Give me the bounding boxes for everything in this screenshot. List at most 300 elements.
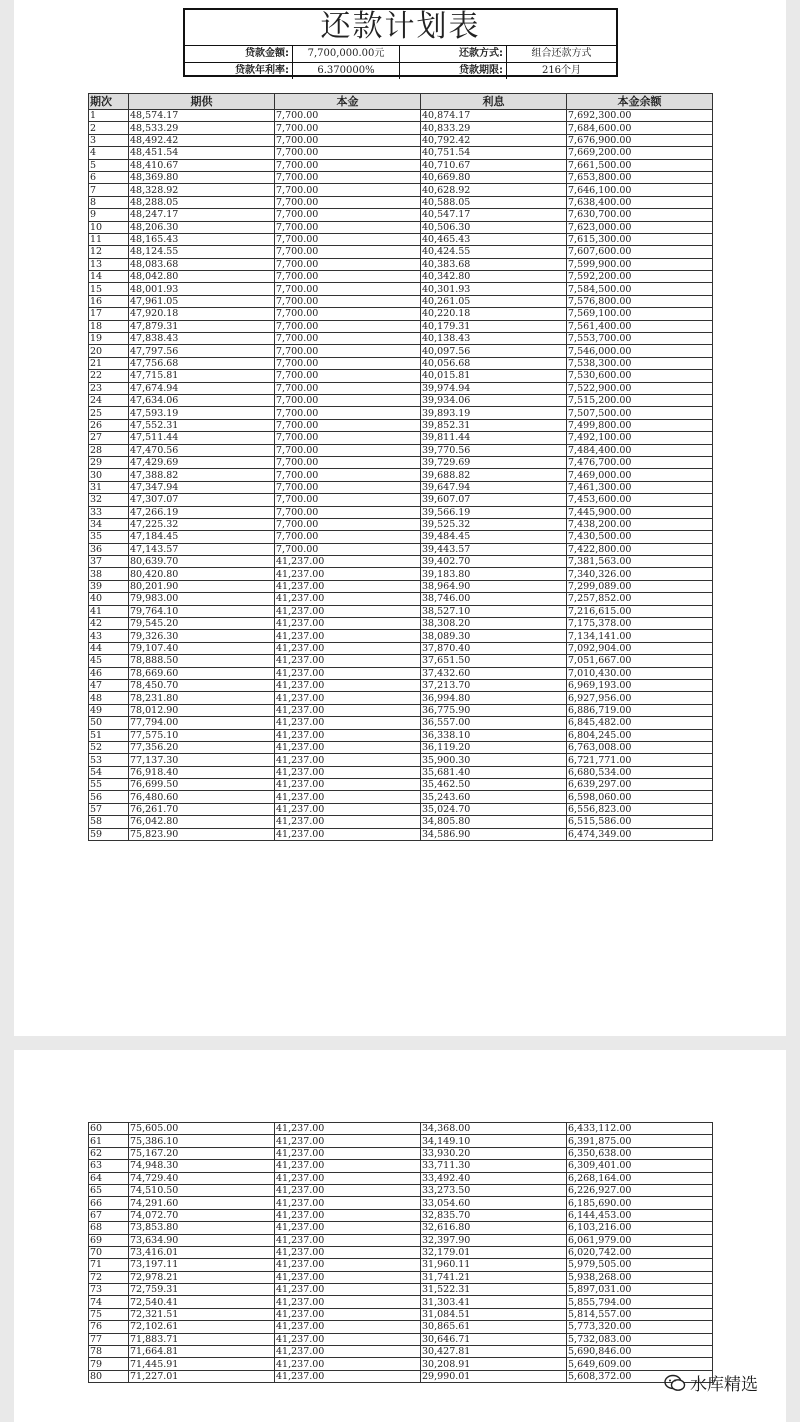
cell-period: 31 [89, 481, 129, 493]
cell-balance: 7,599,900.00 [567, 258, 713, 270]
cell-period: 27 [89, 432, 129, 444]
cell-interest: 40,792.42 [421, 134, 567, 146]
cell-period: 23 [89, 382, 129, 394]
cell-principal: 41,237.00 [275, 1246, 421, 1258]
watermark [664, 1370, 758, 1395]
cell-balance: 7,646,100.00 [567, 184, 713, 196]
cell-principal: 7,700.00 [275, 518, 421, 530]
table-row [89, 419, 713, 431]
cell-balance: 6,020,742.00 [567, 1246, 713, 1258]
cell-payment: 47,674.94 [129, 382, 275, 394]
table-row [89, 692, 713, 704]
table-row [89, 370, 713, 382]
cell-principal: 41,237.00 [275, 816, 421, 828]
cell-payment: 80,639.70 [129, 556, 275, 568]
cell-balance: 7,623,000.00 [567, 221, 713, 233]
cell-payment: 47,266.19 [129, 506, 275, 518]
cell-period: 4 [89, 147, 129, 159]
cell-principal: 41,237.00 [275, 580, 421, 592]
cell-interest: 34,368.00 [421, 1123, 567, 1135]
cell-payment: 48,410.67 [129, 159, 275, 171]
cell-interest: 35,243.60 [421, 791, 567, 803]
table-row [89, 1135, 713, 1147]
cell-principal: 41,237.00 [275, 1346, 421, 1358]
cell-principal: 41,237.00 [275, 667, 421, 679]
cell-principal: 7,700.00 [275, 531, 421, 543]
cell-period: 65 [89, 1184, 129, 1196]
table-row [89, 803, 713, 815]
cell-period: 79 [89, 1358, 129, 1370]
cell-payment: 79,983.00 [129, 593, 275, 605]
cell-interest: 33,930.20 [421, 1147, 567, 1159]
cell-principal: 7,700.00 [275, 171, 421, 183]
table-row [89, 333, 713, 345]
table-row [89, 357, 713, 369]
cell-balance: 7,484,400.00 [567, 444, 713, 456]
cell-balance: 6,474,349.00 [567, 828, 713, 840]
cell-principal: 7,700.00 [275, 333, 421, 345]
table-row [89, 221, 713, 233]
cell-payment: 47,429.69 [129, 456, 275, 468]
cell-interest: 32,616.80 [421, 1222, 567, 1234]
cell-payment: 75,386.10 [129, 1135, 275, 1147]
cell-principal: 7,700.00 [275, 308, 421, 320]
cell-interest: 39,688.82 [421, 469, 567, 481]
cell-interest: 39,402.70 [421, 556, 567, 568]
cell-period: 76 [89, 1321, 129, 1333]
cell-interest: 40,833.29 [421, 122, 567, 134]
cell-interest: 39,525.32 [421, 518, 567, 530]
cell-balance: 6,350,638.00 [567, 1147, 713, 1159]
cell-balance: 7,476,700.00 [567, 456, 713, 468]
cell-payment: 72,102.61 [129, 1321, 275, 1333]
cell-balance: 7,438,200.00 [567, 518, 713, 530]
cell-interest: 40,015.81 [421, 370, 567, 382]
cell-interest: 36,338.10 [421, 729, 567, 741]
cell-interest: 39,934.06 [421, 394, 567, 406]
cell-balance: 7,546,000.00 [567, 345, 713, 357]
cell-period: 63 [89, 1160, 129, 1172]
cell-period: 17 [89, 308, 129, 320]
cell-period: 77 [89, 1333, 129, 1345]
cell-payment: 47,511.44 [129, 432, 275, 444]
cell-period: 57 [89, 803, 129, 815]
cell-balance: 7,692,300.00 [567, 110, 713, 122]
cell-principal: 7,700.00 [275, 481, 421, 493]
cell-payment: 47,715.81 [129, 370, 275, 382]
cell-balance: 7,216,615.00 [567, 605, 713, 617]
rate-label: 贷款年利率: [185, 63, 293, 79]
cell-balance: 6,639,297.00 [567, 779, 713, 791]
cell-interest: 39,607.07 [421, 494, 567, 506]
cell-balance: 7,051,667.00 [567, 655, 713, 667]
col-header-payment: 期供 [129, 94, 275, 110]
cell-balance: 7,638,400.00 [567, 196, 713, 208]
cell-period: 29 [89, 456, 129, 468]
table-row [89, 779, 713, 791]
cell-payment: 47,961.05 [129, 295, 275, 307]
table-row [89, 394, 713, 406]
cell-balance: 6,804,245.00 [567, 729, 713, 741]
table-row [89, 1346, 713, 1358]
cell-period: 42 [89, 618, 129, 630]
cell-interest: 36,557.00 [421, 717, 567, 729]
cell-principal: 41,237.00 [275, 1284, 421, 1296]
cell-balance: 7,299,089.00 [567, 580, 713, 592]
cell-interest: 30,865.61 [421, 1321, 567, 1333]
cell-principal: 7,700.00 [275, 456, 421, 468]
cell-interest: 40,342.80 [421, 271, 567, 283]
cell-payment: 47,470.56 [129, 444, 275, 456]
cell-interest: 40,874.17 [421, 110, 567, 122]
cell-principal: 41,237.00 [275, 1123, 421, 1135]
table-row [89, 593, 713, 605]
cell-payment: 48,369.80 [129, 171, 275, 183]
cell-payment: 79,107.40 [129, 642, 275, 654]
cell-balance: 5,690,846.00 [567, 1346, 713, 1358]
table-row [89, 518, 713, 530]
col-header-interest: 利息 [421, 94, 567, 110]
cell-period: 55 [89, 779, 129, 791]
table-row [89, 754, 713, 766]
cell-payment: 47,593.19 [129, 407, 275, 419]
table-row [89, 1184, 713, 1196]
cell-principal: 41,237.00 [275, 729, 421, 741]
table-row [89, 320, 713, 332]
cell-period: 32 [89, 494, 129, 506]
cell-principal: 41,237.00 [275, 704, 421, 716]
cell-balance: 7,607,600.00 [567, 246, 713, 258]
cell-interest: 37,651.50 [421, 655, 567, 667]
cell-interest: 39,770.56 [421, 444, 567, 456]
table-row [89, 171, 713, 183]
cell-principal: 41,237.00 [275, 791, 421, 803]
cell-period: 53 [89, 754, 129, 766]
cell-period: 78 [89, 1346, 129, 1358]
cell-payment: 74,072.70 [129, 1209, 275, 1221]
cell-interest: 33,711.30 [421, 1160, 567, 1172]
table-row [89, 246, 713, 258]
cell-interest: 33,273.50 [421, 1184, 567, 1196]
cell-period: 9 [89, 209, 129, 221]
cell-principal: 7,700.00 [275, 357, 421, 369]
method-value: 组合还款方式 [531, 48, 592, 59]
cell-interest: 39,484.45 [421, 531, 567, 543]
cell-interest: 40,261.05 [421, 295, 567, 307]
cell-principal: 41,237.00 [275, 1321, 421, 1333]
table-row [89, 147, 713, 159]
cell-interest: 32,179.01 [421, 1246, 567, 1258]
cell-interest: 29,990.01 [421, 1370, 567, 1382]
cell-balance: 7,553,700.00 [567, 333, 713, 345]
cell-period: 58 [89, 816, 129, 828]
cell-payment: 47,143.57 [129, 543, 275, 555]
cell-payment: 72,759.31 [129, 1284, 275, 1296]
table-row [89, 704, 713, 716]
cell-period: 33 [89, 506, 129, 518]
cell-payment: 48,451.54 [129, 147, 275, 159]
cell-period: 60 [89, 1123, 129, 1135]
table-row [89, 655, 713, 667]
table-row [89, 196, 713, 208]
cell-interest: 36,775.90 [421, 704, 567, 716]
cell-payment: 73,197.11 [129, 1259, 275, 1271]
cell-principal: 7,700.00 [275, 444, 421, 456]
cell-principal: 41,237.00 [275, 1234, 421, 1246]
cell-interest: 38,308.20 [421, 618, 567, 630]
cell-interest: 38,089.30 [421, 630, 567, 642]
table-row [89, 618, 713, 630]
table-row [89, 407, 713, 419]
cell-balance: 7,615,300.00 [567, 233, 713, 245]
cell-period: 51 [89, 729, 129, 741]
cell-balance: 5,814,557.00 [567, 1308, 713, 1320]
table-row [89, 1333, 713, 1345]
cell-balance: 5,897,031.00 [567, 1284, 713, 1296]
table-row [89, 308, 713, 320]
cell-interest: 39,566.19 [421, 506, 567, 518]
cell-interest: 37,213.70 [421, 679, 567, 691]
cell-principal: 41,237.00 [275, 568, 421, 580]
cell-period: 8 [89, 196, 129, 208]
cell-interest: 40,424.55 [421, 246, 567, 258]
cell-period: 12 [89, 246, 129, 258]
cell-principal: 41,237.00 [275, 828, 421, 840]
cell-period: 74 [89, 1296, 129, 1308]
table-row [89, 1172, 713, 1184]
cell-payment: 48,288.05 [129, 196, 275, 208]
cell-principal: 41,237.00 [275, 741, 421, 753]
cell-interest: 37,870.40 [421, 642, 567, 654]
cell-period: 30 [89, 469, 129, 481]
cell-principal: 7,700.00 [275, 184, 421, 196]
cell-interest: 30,208.91 [421, 1358, 567, 1370]
cell-payment: 79,545.20 [129, 618, 275, 630]
cell-balance: 7,576,800.00 [567, 295, 713, 307]
table-row [89, 382, 713, 394]
table-row [89, 1147, 713, 1159]
cell-payment: 77,137.30 [129, 754, 275, 766]
cell-period: 15 [89, 283, 129, 295]
cell-period: 46 [89, 667, 129, 679]
cell-period: 18 [89, 320, 129, 332]
cell-period: 43 [89, 630, 129, 642]
cell-payment: 48,165.43 [129, 233, 275, 245]
cell-payment: 47,634.06 [129, 394, 275, 406]
cell-payment: 77,794.00 [129, 717, 275, 729]
cell-period: 1 [89, 110, 129, 122]
cell-interest: 40,138.43 [421, 333, 567, 345]
cell-principal: 41,237.00 [275, 1184, 421, 1196]
cell-balance: 7,507,500.00 [567, 407, 713, 419]
table-row [89, 506, 713, 518]
cell-principal: 7,700.00 [275, 394, 421, 406]
cell-balance: 5,938,268.00 [567, 1271, 713, 1283]
cell-payment: 78,450.70 [129, 679, 275, 691]
table-row [89, 531, 713, 543]
cell-principal: 41,237.00 [275, 1358, 421, 1370]
cell-balance: 7,092,904.00 [567, 642, 713, 654]
table-row [89, 828, 713, 840]
cell-period: 34 [89, 518, 129, 530]
cell-interest: 33,054.60 [421, 1197, 567, 1209]
cell-payment: 47,879.31 [129, 320, 275, 332]
cell-period: 2 [89, 122, 129, 134]
cell-principal: 7,700.00 [275, 196, 421, 208]
cell-period: 35 [89, 531, 129, 543]
cell-interest: 31,960.11 [421, 1259, 567, 1271]
cell-balance: 7,445,900.00 [567, 506, 713, 518]
cell-interest: 39,729.69 [421, 456, 567, 468]
cell-principal: 41,237.00 [275, 692, 421, 704]
cell-principal: 41,237.00 [275, 1209, 421, 1221]
schedule-header [183, 8, 618, 77]
cell-interest: 35,462.50 [421, 779, 567, 791]
table-row [89, 816, 713, 828]
table-row [89, 481, 713, 493]
table-row [89, 233, 713, 245]
cell-period: 19 [89, 333, 129, 345]
cell-interest: 31,522.31 [421, 1284, 567, 1296]
cell-period: 41 [89, 605, 129, 617]
table-row [89, 580, 713, 592]
cell-period: 68 [89, 1222, 129, 1234]
cell-principal: 7,700.00 [275, 221, 421, 233]
cell-period: 47 [89, 679, 129, 691]
cell-balance: 6,433,112.00 [567, 1123, 713, 1135]
schedule-body-page-1 [89, 110, 713, 841]
cell-balance: 7,499,800.00 [567, 419, 713, 431]
cell-payment: 75,823.90 [129, 828, 275, 840]
cell-period: 39 [89, 580, 129, 592]
table-row [89, 642, 713, 654]
cell-period: 71 [89, 1259, 129, 1271]
cell-period: 7 [89, 184, 129, 196]
cell-period: 56 [89, 791, 129, 803]
cell-balance: 6,061,979.00 [567, 1234, 713, 1246]
cell-interest: 39,647.94 [421, 481, 567, 493]
cell-payment: 78,888.50 [129, 655, 275, 667]
cell-period: 48 [89, 692, 129, 704]
cell-period: 5 [89, 159, 129, 171]
table-row [89, 543, 713, 555]
cell-interest: 40,056.68 [421, 357, 567, 369]
cell-period: 69 [89, 1234, 129, 1246]
cell-balance: 5,649,609.00 [567, 1358, 713, 1370]
table-row [89, 729, 713, 741]
cell-interest: 37,432.60 [421, 667, 567, 679]
cell-principal: 41,237.00 [275, 717, 421, 729]
cell-balance: 5,773,320.00 [567, 1321, 713, 1333]
cell-period: 59 [89, 828, 129, 840]
cell-payment: 48,247.17 [129, 209, 275, 221]
cell-principal: 41,237.00 [275, 1147, 421, 1159]
table-row [89, 1222, 713, 1234]
cell-period: 14 [89, 271, 129, 283]
cell-payment: 48,124.55 [129, 246, 275, 258]
cell-period: 25 [89, 407, 129, 419]
cell-principal: 41,237.00 [275, 803, 421, 815]
schedule-body-page-2 [89, 1123, 713, 1383]
cell-period: 22 [89, 370, 129, 382]
cell-payment: 47,756.68 [129, 357, 275, 369]
cell-payment: 48,533.29 [129, 122, 275, 134]
table-row [89, 605, 713, 617]
cell-balance: 7,422,800.00 [567, 543, 713, 555]
cell-interest: 39,443.57 [421, 543, 567, 555]
cell-payment: 74,948.30 [129, 1160, 275, 1172]
cell-balance: 7,175,378.00 [567, 618, 713, 630]
cell-principal: 7,700.00 [275, 271, 421, 283]
cell-payment: 73,853.80 [129, 1222, 275, 1234]
cell-payment: 48,206.30 [129, 221, 275, 233]
cell-payment: 47,184.45 [129, 531, 275, 543]
cell-balance: 5,608,372.00 [567, 1370, 713, 1382]
cell-period: 72 [89, 1271, 129, 1283]
cell-principal: 41,237.00 [275, 679, 421, 691]
cell-interest: 31,084.51 [421, 1308, 567, 1320]
cell-payment: 76,042.80 [129, 816, 275, 828]
cell-payment: 80,201.90 [129, 580, 275, 592]
cell-payment: 71,664.81 [129, 1346, 275, 1358]
cell-payment: 78,231.80 [129, 692, 275, 704]
cell-payment: 79,326.30 [129, 630, 275, 642]
cell-balance: 7,469,000.00 [567, 469, 713, 481]
cell-principal: 7,700.00 [275, 506, 421, 518]
cell-principal: 41,237.00 [275, 1271, 421, 1283]
cell-balance: 6,103,216.00 [567, 1222, 713, 1234]
cell-interest: 40,179.31 [421, 320, 567, 332]
cell-period: 28 [89, 444, 129, 456]
cell-principal: 41,237.00 [275, 779, 421, 791]
cell-interest: 31,741.21 [421, 1271, 567, 1283]
cell-principal: 7,700.00 [275, 122, 421, 134]
cell-payment: 71,883.71 [129, 1333, 275, 1345]
cell-balance: 5,855,794.00 [567, 1296, 713, 1308]
cell-interest: 35,900.30 [421, 754, 567, 766]
cell-interest: 31,303.41 [421, 1296, 567, 1308]
cell-period: 62 [89, 1147, 129, 1159]
cell-balance: 7,676,900.00 [567, 134, 713, 146]
cell-principal: 7,700.00 [275, 370, 421, 382]
term-label: 贷款期限: [400, 63, 507, 79]
cell-period: 49 [89, 704, 129, 716]
table-row [89, 345, 713, 357]
table-row [89, 469, 713, 481]
cell-payment: 80,420.80 [129, 568, 275, 580]
cell-principal: 7,700.00 [275, 295, 421, 307]
cell-interest: 40,301.93 [421, 283, 567, 295]
cell-balance: 6,185,690.00 [567, 1197, 713, 1209]
cell-interest: 34,805.80 [421, 816, 567, 828]
cell-interest: 40,710.67 [421, 159, 567, 171]
cell-principal: 41,237.00 [275, 1172, 421, 1184]
loan-amount-value: 7,700,000.00元 [293, 46, 400, 62]
cell-interest: 32,835.70 [421, 1209, 567, 1221]
cell-principal: 41,237.00 [275, 1333, 421, 1345]
table-row [89, 432, 713, 444]
table-row [89, 1160, 713, 1172]
cell-balance: 7,134,141.00 [567, 630, 713, 642]
cell-payment: 47,920.18 [129, 308, 275, 320]
cell-payment: 48,001.93 [129, 283, 275, 295]
cell-payment: 73,416.01 [129, 1246, 275, 1258]
cell-principal: 41,237.00 [275, 1296, 421, 1308]
cell-period: 36 [89, 543, 129, 555]
cell-period: 80 [89, 1370, 129, 1382]
cell-payment: 72,540.41 [129, 1296, 275, 1308]
cell-interest: 40,220.18 [421, 308, 567, 320]
